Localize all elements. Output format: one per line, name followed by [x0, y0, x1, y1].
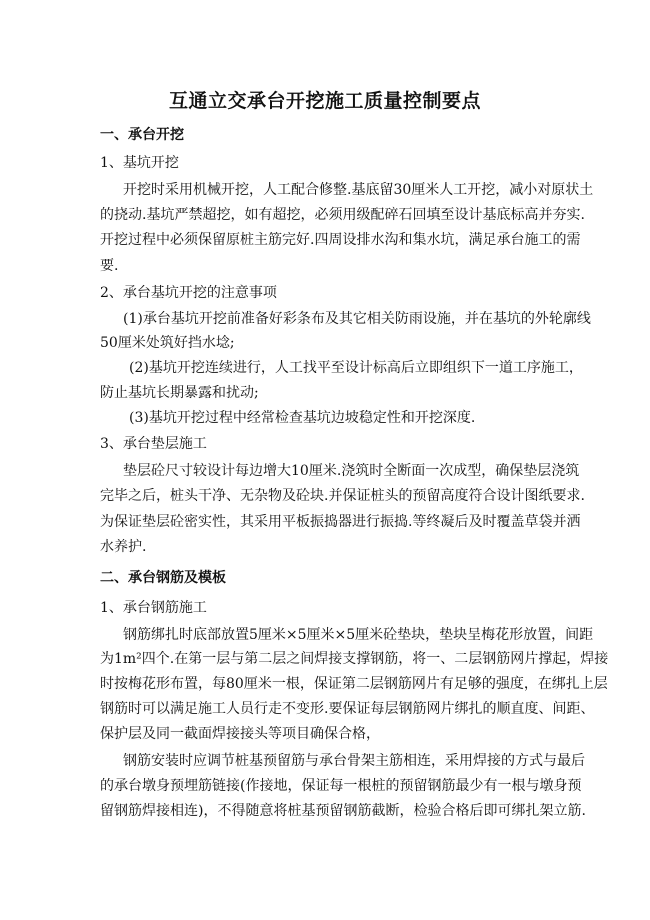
subsection-heading-pit-excavation: 1、基坑开挖 [100, 155, 179, 171]
paragraph-line: 要. [100, 258, 119, 274]
paragraph-line: 完毕之后，桩头干净、无杂物及砼块.并保证桩头的预留高度符合设计图纸要求. [100, 488, 585, 504]
paragraph-line: 钢筋安装时应调节桩基预留筋与承台骨架主筋相连，采用焊接的方式与最后 [123, 753, 585, 769]
paragraph-line: 为保证垫层砼密实性，其采用平板振捣器进行振捣.等终凝后及时覆盖草袋并洒 [100, 514, 581, 530]
paragraph-line: 开挖过程中必须保留原桩主筋完好.四周设排水沟和集水坑，满足承台施工的需 [100, 232, 581, 248]
paragraph-line: 钢筋时可以满足施工人员行走不变形.要保证每层钢筋网片绑扎的顺直度、间距、 [100, 701, 595, 717]
subsection-heading-cushion: 3、承台垫层施工 [100, 436, 207, 452]
paragraph-line: 50厘米处筑好挡水埝; [100, 335, 235, 351]
section-heading-rebar-formwork: 二、承台钢筋及模板 [100, 570, 226, 586]
paragraph-line: 的承台墩身预埋筋链接(作接地，保证每一根桩的预留钢筋最少有一根与墩身预 [100, 778, 582, 794]
paragraph-line: 为1m²四个.在第一层与第二层之间焊接支撑钢筋，将一、二层钢筋网片撑起，焊接 [100, 651, 609, 667]
subsection-heading-rebar: 1、承台钢筋施工 [100, 600, 207, 616]
subsection-heading-precautions: 2、承台基坑开挖的注意事项 [100, 285, 277, 301]
paragraph-line: (3)基坑开挖过程中经常检查基坑边坡稳定性和开挖深度. [129, 410, 476, 426]
paragraph-line: 的挠动.基坑严禁超挖，如有超挖，必须用级配碎石回填至设计基底标高并夯实. [100, 207, 585, 223]
paragraph-line: 时按梅花形布置，每80厘米一根，保证第二层钢筋网片有足够的强度，在绑扎上层 [100, 676, 608, 692]
paragraph-line: 留钢筋焊接相连)，不得随意将桩基预留钢筋截断，检验合格后即可绑扎架立筋. [100, 803, 586, 819]
paragraph-line: (1)承台基坑开挖前准备好彩条布及其它相关防雨设施，并在基坑的外轮廓线 [123, 311, 591, 327]
paragraph-line: 保护层及同一截面焊接接头等项目确保合格， [100, 726, 380, 742]
paragraph-line: 钢筋绑扎时底部放置5厘米×5厘米×5厘米砼垫块，垫块呈梅花形放置，间距 [123, 627, 594, 643]
paragraph-line: 防止基坑长期暴露和扰动; [100, 385, 259, 401]
paragraph-line: 开挖时采用机械开挖，人工配合修整.基底留30厘米人工开挖，减小对原状土 [123, 182, 594, 198]
section-heading-excavation: 一、承台开挖 [100, 127, 184, 143]
paragraph-line: (2)基坑开挖连续进行，人工找平至设计标高后立即组织下一道工序施工， [129, 360, 583, 376]
document-title: 互通立交承台开挖施工质量控制要点 [168, 90, 481, 112]
paragraph-line: 水养护. [100, 539, 147, 555]
paragraph-line: 垫层砼尺寸较设计每边增大10厘米.浇筑时全断面一次成型，确保垫层浇筑 [123, 463, 580, 479]
